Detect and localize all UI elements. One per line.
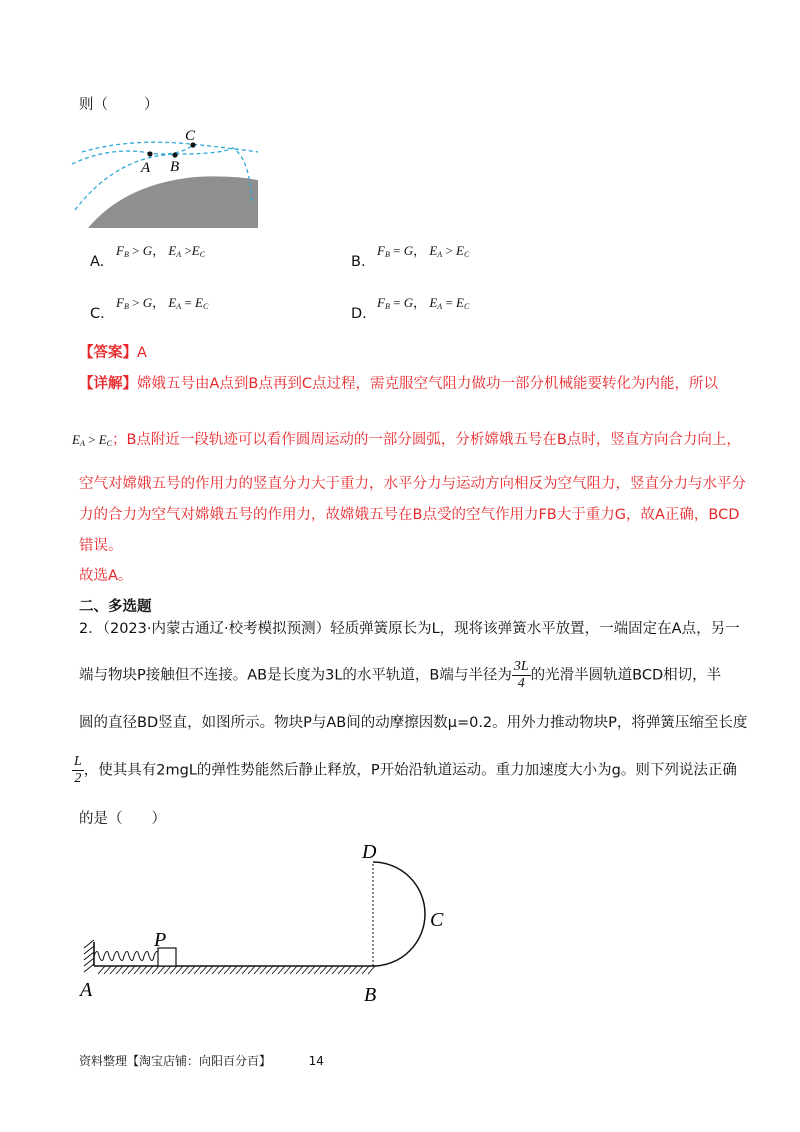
ea-ec-formula: $E_A > E_C$ <box>72 432 112 448</box>
hatch-mark <box>278 966 285 974</box>
q2-line-3: 圆的直径BD竖直，如图所示。物块P与AB间的动摩擦因数μ=0.2。用外力推动物块P，将弹簧压缩至长度 <box>79 715 748 731</box>
hatch-mark <box>134 966 141 974</box>
label-d: D <box>362 841 377 863</box>
hatch-mark <box>188 966 195 974</box>
question-stem-end: 则（ ） <box>79 97 159 113</box>
hatch-mark <box>362 966 369 974</box>
detail-line-5: 错误。 <box>79 538 123 554</box>
detail-line-4: 力的合力为空气对嫦娥五号的作用力，故嫦娥五号在B点受的空气作用力FB大于重力G，故A正确，BCD <box>79 507 740 523</box>
answer-value: A <box>137 345 147 361</box>
hatch-mark <box>230 966 237 974</box>
label-b: B <box>364 984 377 1006</box>
trajectory-figure <box>70 124 260 230</box>
label-c: C <box>185 128 196 144</box>
hatch-mark <box>110 966 117 974</box>
footer-source: 资料整理【淘宝店铺：向阳百分百】 <box>79 1054 272 1068</box>
hatch-mark <box>236 966 243 974</box>
page-number: 14 <box>308 1054 324 1068</box>
point-b <box>172 152 177 157</box>
hatch-mark <box>368 966 375 974</box>
label-b: B <box>170 159 180 175</box>
hatch-mark <box>242 966 249 974</box>
spring-track-figure <box>78 836 458 1008</box>
hatch-mark <box>176 966 183 974</box>
hatch-mark <box>164 966 171 974</box>
label-a: A <box>80 979 93 1001</box>
radius-fraction: $\frac{3L}{4}$ <box>513 659 529 691</box>
option-letter: C. <box>90 306 105 322</box>
hatch-mark <box>302 966 309 974</box>
hatch-mark <box>338 966 345 974</box>
detail-line-3: 空气对嫦娥五号的作用力的竖直分力大于重力，水平分力与运动方向相反为空气阻力，竖直分力与水平分 <box>79 476 746 492</box>
q2-line-4: $\frac{L}{2}$ ，使其具有2mgL的弹性势能然后静止释放，P开始沿轨道运动。重力加速度大小为g。则下列说法正确 <box>74 754 737 786</box>
hatch-mark <box>350 966 357 974</box>
hatch-mark <box>140 966 147 974</box>
hatch-mark <box>206 966 213 974</box>
q2-number: 2． <box>79 621 103 637</box>
point-a <box>147 151 152 156</box>
hatch-mark <box>158 966 165 974</box>
label-a: A <box>141 160 151 176</box>
q2-line-2: 端与物块P接触但不连接。AB是长度为3L的水平轨道，B端与半径为 $\frac{3L}{4}$ 的光滑半圆轨道BCD相切，半 <box>79 659 722 691</box>
option-letter: D. <box>351 306 367 322</box>
hatch-mark <box>266 966 273 974</box>
hatch-mark <box>326 966 333 974</box>
q2-line-5: 的是（ ） <box>79 811 166 827</box>
hatch-mark <box>290 966 297 974</box>
hatch-mark <box>116 966 123 974</box>
hatch-mark <box>212 966 219 974</box>
hatch-mark <box>122 966 129 974</box>
orbit-path-upper <box>82 142 258 152</box>
hatch-mark <box>128 966 135 974</box>
hatch-mark <box>314 966 321 974</box>
hatch-mark <box>218 966 225 974</box>
length-fraction: $\frac{L}{2}$ <box>74 754 82 786</box>
detail-label: 【详解】 <box>79 376 137 392</box>
wall-hatching <box>84 940 94 972</box>
option-letter: B. <box>351 254 366 270</box>
hatch-mark <box>308 966 315 974</box>
hatch-mark <box>344 966 351 974</box>
semicircle-track <box>373 862 425 966</box>
hatch-mark <box>254 966 261 974</box>
hatch-mark <box>284 966 291 974</box>
hatch-mark <box>152 966 159 974</box>
label-c: C <box>430 909 444 931</box>
detail-line-1: 【详解】嫦娥五号由A点到B点再到C点过程，需克服空气阻力做功一部分机械能要转化为内能，所以 <box>79 376 718 392</box>
footer <box>79 1052 324 1069</box>
hatch-mark <box>332 966 339 974</box>
hatch-mark <box>194 966 201 974</box>
label-p: P <box>154 929 167 951</box>
hatch-mark <box>296 966 303 974</box>
hatch-mark <box>200 966 207 974</box>
ground-hatching <box>98 966 375 974</box>
hatch-mark <box>272 966 279 974</box>
hatch-mark <box>320 966 327 974</box>
hatch-mark <box>248 966 255 974</box>
hatch-mark <box>98 966 105 974</box>
hatch-mark <box>260 966 267 974</box>
hatch-mark <box>182 966 189 974</box>
conclusion: 故选A。 <box>79 568 133 584</box>
hatch-mark <box>170 966 177 974</box>
detail-line-2: $E_A > E_C$；B点附近一段轨迹可以看作圆周运动的一部分圆弧，分析嫦娥五号在B点时，竖直方向合力向上， <box>72 432 741 448</box>
moon-surface <box>88 176 258 228</box>
hatch-mark <box>224 966 231 974</box>
answer-line <box>79 343 147 363</box>
section-title: 二、多选题 <box>79 599 152 615</box>
answer-label: 【答案】 <box>79 345 137 361</box>
hatch-mark <box>146 966 153 974</box>
option-letter: A. <box>90 254 105 270</box>
hatch-mark <box>104 966 111 974</box>
q2-line-1: 2．（2023·内蒙古通辽·校考模拟预测）轻质弹簧原长为L，现将该弹簧水平放置，一端固定在A点，另一 <box>79 621 740 637</box>
hatch-mark <box>356 966 363 974</box>
